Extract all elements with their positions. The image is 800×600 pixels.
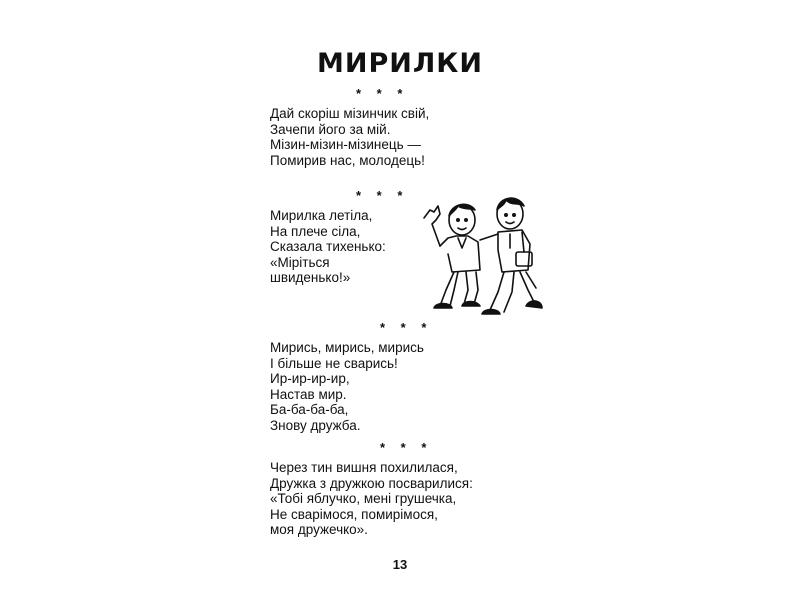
two-boys-illustration (418, 190, 543, 330)
stanza-3 (270, 340, 424, 433)
verse-line: Через тин вишня похилилася, (270, 460, 458, 475)
page-number: 13 (392, 557, 408, 572)
verse-line: моя дружечко». (270, 522, 368, 537)
stanza-divider: * * * (380, 320, 433, 335)
verse-line: Ба-ба-ба-ба, (270, 402, 349, 417)
verse-line: Сказала тихенько: (270, 239, 386, 254)
verse-line: «Тобі яблучко, мені грушечка, (270, 491, 457, 506)
verse-line: Зачепи його за мій. (270, 121, 391, 137)
verse-line: швиденько!» (270, 270, 351, 285)
verse-line: Знову дружба. (270, 417, 361, 433)
verse-line: Мізин-мізин-мізинець — (270, 137, 421, 152)
verse-line: Мирись, мирись, мирись (270, 340, 424, 355)
verse-line: Дружка з дружкою посварилися: (270, 475, 473, 491)
verse-line: Ир-ир-ир-ир, (270, 371, 350, 386)
verse-line: Мирилка летіла, (270, 208, 373, 223)
left-boy-figure (424, 204, 480, 308)
stanza-4 (270, 460, 473, 538)
verse-line: Помирив нас, молодець! (270, 152, 425, 168)
stanza-divider: * * * (356, 86, 409, 101)
stanza-1 (270, 106, 429, 168)
verse-line: Дай скоріш мізинчик свій, (270, 106, 430, 121)
verse-line: «Міріться (270, 254, 330, 270)
page-title: МИРИЛКИ (317, 48, 483, 79)
right-boy-figure (480, 198, 542, 314)
verse-line: І більше не сварись! (270, 355, 398, 371)
verse-line: Не сварімося, помирімося, (270, 506, 438, 522)
stanza-divider: * * * (380, 440, 433, 455)
verse-line: Настав мир. (270, 386, 347, 402)
stanza-divider: * * * (356, 188, 409, 203)
verse-line: На плече сіла, (270, 223, 361, 239)
stanza-2 (270, 208, 386, 286)
